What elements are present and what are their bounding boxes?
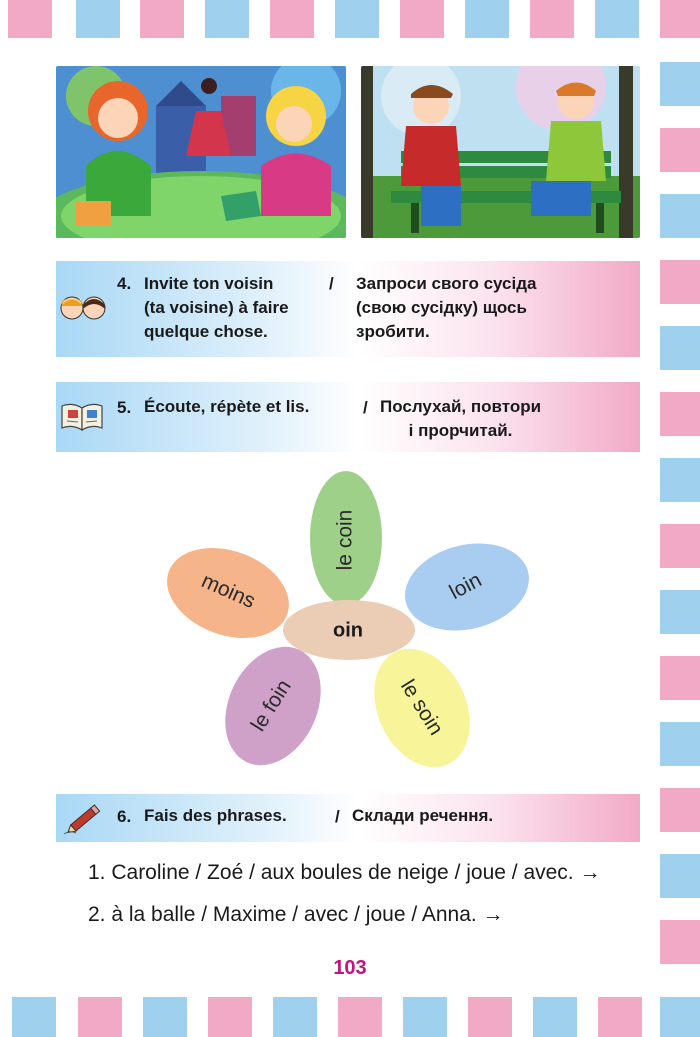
instruction-line: і прорчитай. <box>408 421 513 440</box>
border-square <box>660 788 700 832</box>
exercise-4-banner <box>56 261 640 357</box>
border-square <box>660 997 700 1037</box>
exercise-number: 6. <box>117 807 132 826</box>
pencil-icon <box>62 800 106 843</box>
border-square <box>660 0 700 38</box>
petal-label: le soin <box>395 675 448 740</box>
instruction-line: Invite ton voisin <box>144 274 274 293</box>
exercise-5-banner <box>56 382 640 452</box>
instruction-line: (свою сусідку) щось <box>356 298 527 317</box>
instruction-line: (ta voisine) à faire <box>144 298 289 317</box>
border-square <box>403 997 447 1037</box>
border-square <box>270 0 314 38</box>
border-square <box>660 62 700 106</box>
border-square <box>273 997 317 1037</box>
exercise-instruction-uk: Склади речення. <box>352 806 494 825</box>
border-square <box>660 260 700 304</box>
exercise-instruction-uk <box>380 395 541 443</box>
border-square <box>660 194 700 238</box>
border-square <box>8 0 52 38</box>
border-square <box>660 392 700 436</box>
sentence-item: 1. Caroline / Zoé / aux boules de neige / joue / avec. → <box>88 861 601 884</box>
border-square <box>660 128 700 172</box>
exercise-instruction-uk <box>356 272 536 344</box>
illustration-girls-dolls <box>56 66 346 238</box>
center-label: oin <box>333 619 363 642</box>
petal-label: loin <box>445 568 486 604</box>
petal-label: le foin <box>246 675 296 736</box>
border-square <box>595 0 639 38</box>
separator: / <box>363 398 368 417</box>
exercise-instruction-fr <box>144 272 289 344</box>
border-square <box>338 997 382 1037</box>
border-square <box>400 0 444 38</box>
border-square <box>468 997 512 1037</box>
instruction-line: Послухай, повтори <box>380 397 542 416</box>
border-square <box>465 0 509 38</box>
border-square <box>140 0 184 38</box>
exercise-instruction-fr: Écoute, répète et lis. <box>144 397 310 416</box>
border-square <box>598 997 642 1037</box>
border-square <box>76 0 120 38</box>
word-flower <box>0 460 700 780</box>
separator: / <box>329 274 334 293</box>
exercise-instruction-fr: Fais des phrases. <box>144 806 287 825</box>
border-square <box>533 997 577 1037</box>
exercise-6-banner <box>56 794 640 842</box>
exercise-number: 5. <box>117 398 132 417</box>
instruction-line: зробити. <box>356 322 430 341</box>
border-square <box>530 0 574 38</box>
instruction-line: Запроси свого сусіда <box>356 274 537 293</box>
petal-label: le coin <box>333 509 357 571</box>
border-square <box>335 0 379 38</box>
page-number: 103 <box>333 957 367 979</box>
instruction-line: quelque chose. <box>144 322 268 341</box>
border-square <box>208 997 252 1037</box>
sentence-item: 2. à la balle / Maxime / avec / joue / Anna. → <box>88 903 504 926</box>
illustration-boys-bench <box>361 66 640 238</box>
border-square <box>660 854 700 898</box>
border-square <box>143 997 187 1037</box>
border-square <box>660 326 700 370</box>
exercise-number: 4. <box>117 274 132 293</box>
open-book-icon <box>60 400 104 437</box>
petal-label: moins <box>198 569 259 614</box>
border-square <box>205 0 249 38</box>
separator: / <box>335 807 340 826</box>
border-square <box>12 997 56 1037</box>
border-square <box>78 997 122 1037</box>
two-children-talking-icon <box>58 293 110 330</box>
